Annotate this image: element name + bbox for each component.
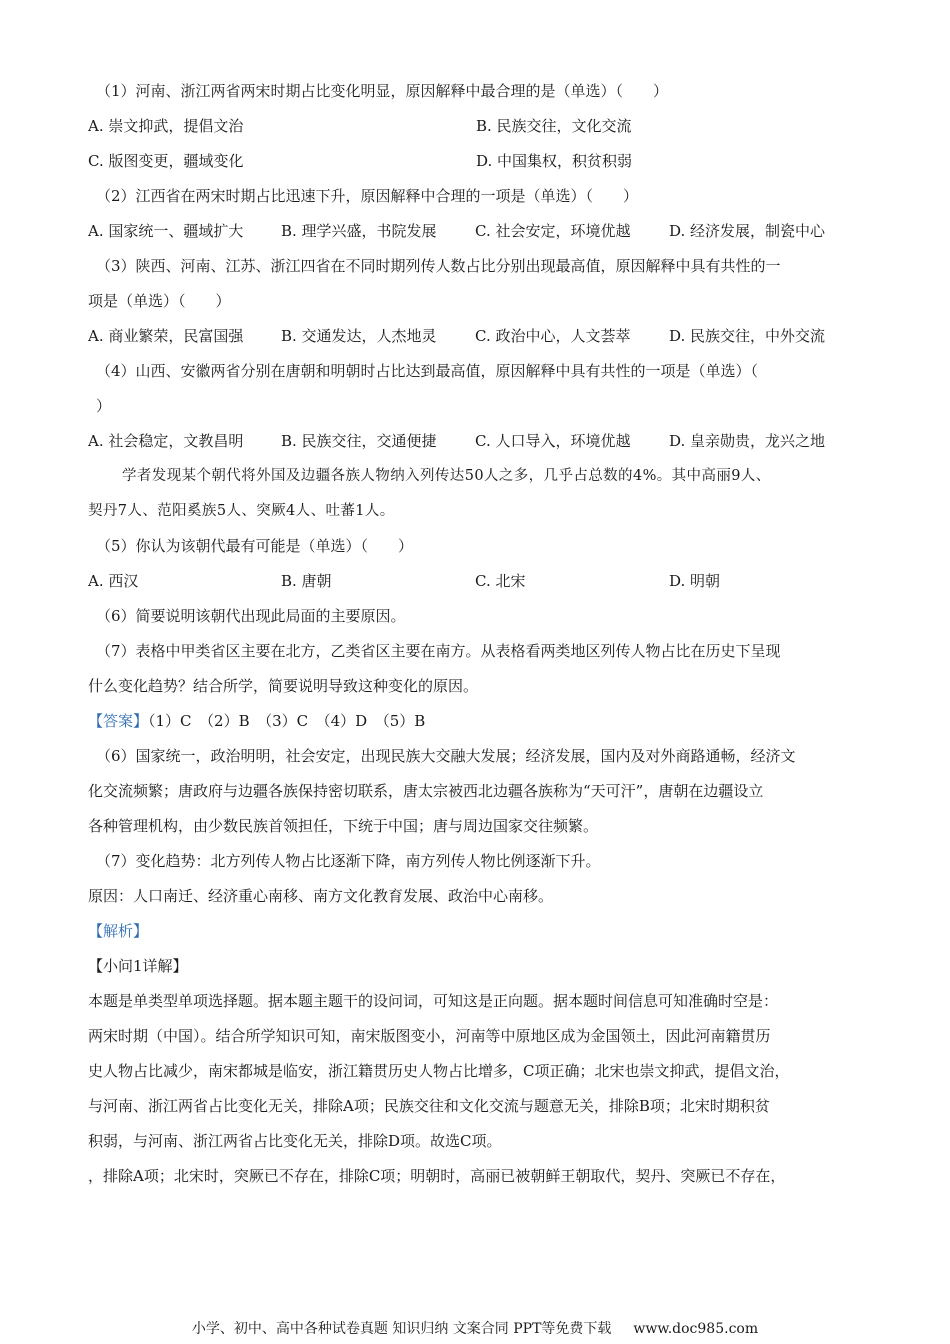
q3-stem-line2: 项是（单选）（ ） (88, 292, 231, 310)
q4-stem-line1: （4）山西、安徽两省分别在唐朝和明朝时占比达到最高值，原因解释中具有共性的一项是（单选）（ (96, 362, 759, 380)
q3-option-d: D. 民族交往，中外交流 (669, 327, 826, 345)
answer-tag: 【答案】 (88, 712, 149, 730)
q5-stem: （5）你认为该朝代最有可能是（单选）（ ） (96, 537, 414, 555)
q1-option-c: C. 版图变更，疆域变化 (88, 152, 244, 170)
q3-option-c: C. 政治中心，人文荟萃 (475, 327, 631, 345)
q4-options (88, 424, 864, 459)
q4-option-b: B. 民族交往，交通便捷 (281, 432, 437, 450)
analysis-p1-line2: 两宋时期（中国）。结合所学知识可知，南宋版图变小，河南等中原地区成为金国领土，因此河南籍贯历 (88, 1027, 771, 1045)
q5-option-c: C. 北宋 (475, 572, 526, 590)
q2-option-d: D. 经济发展，制瓷中心 (669, 222, 826, 240)
q3-option-a: A. 商业繁荣，民富国强 (88, 327, 244, 345)
footer-url[interactable]: www.doc985.com (633, 1321, 759, 1337)
analysis-p1-line1: 本题是单类型单项选择题。据本题主题干的设问词，可知这是正向题。据本题时间信息可知准确时空是： (88, 992, 779, 1010)
q1-option-a: A. 崇文抑武，提倡文治 (88, 117, 244, 135)
q4-option-c: C. 人口导入，环境优越 (475, 432, 631, 450)
q1-stem: （1）河南、浙江两省两宋时期占比变化明显，原因解释中最合理的是（单选）（ ） (96, 82, 669, 100)
q7-stem-line2: 什么变化趋势？结合所学，简要说明导致这种变化的原因。 (88, 677, 479, 695)
answer-choices: （1）C （2）B （3）C （4）D （5）B (148, 712, 426, 730)
page-footer (0, 1318, 950, 1338)
q5-option-a: A. 西汉 (88, 572, 139, 590)
q4-option-a: A. 社会稳定，文教昌明 (88, 432, 244, 450)
analysis-tag: 【解析】 (88, 922, 149, 940)
footer-text: 小学、初中、高中各种试卷真题 知识归纳 文案合同 PPT等免费下载 (191, 1321, 612, 1337)
analysis-p1-line5: 积弱，与河南、浙江两省占比变化无关，排除D项。故选C项。 (88, 1132, 502, 1150)
q4-stem-line2: ） (96, 397, 112, 415)
document-body (88, 74, 864, 1194)
q5-option-b: B. 唐朝 (281, 572, 332, 590)
answer-7-reason: 原因：人口南迁、经济重心南移、南方文化教育发展、政治中心南移。 (88, 887, 554, 905)
answer-6-line1: （6）国家统一，政治明明，社会安定，出现民族大交融大发展；经济发展，国内及对外商路通畅，经济文 (96, 747, 796, 765)
answer-6-line2: 化交流频繁；唐政府与边疆各族保持密切联系，唐太宗被西北边疆各族称为“天可汗”，唐朝在边疆设立 (88, 782, 764, 800)
q2-options (88, 214, 864, 249)
q6-stem: （6）简要说明该朝代出现此局面的主要原因。 (96, 607, 406, 625)
q1-option-b: B. 民族交往，文化交流 (476, 117, 632, 135)
q7-stem-line1: （7）表格中甲类省区主要在北方，乙类省区主要在南方。从表格看两类地区列传人物占比在历史下呈现 (96, 642, 781, 660)
q2-option-c: C. 社会安定，环境优越 (475, 222, 631, 240)
analysis-subquestion-tag: 【小问1详解】 (88, 957, 188, 975)
material-line2: 契丹7人、范阳奚族5人、突厥4人、吐蕃1人。 (88, 503, 395, 519)
q2-option-b: B. 理学兴盛，书院发展 (281, 222, 437, 240)
material-line1: 学者发现某个朝代将外国及边疆各族人物纳入列传达50人之多，几乎占总数的4%。其中高丽9人、 (122, 468, 771, 484)
q3-option-b: B. 交通发达，人杰地灵 (281, 327, 437, 345)
q1-options-row2 (88, 144, 864, 179)
analysis-p2-line1: ，排除A项；北宋时，突厥已不存在，排除C项；明朝时，高丽已被朝鲜王朝取代，契丹、突厥已不存在， (88, 1167, 786, 1185)
q1-option-d: D. 中国集权，积贫积弱 (476, 152, 633, 170)
q2-stem: （2）江西省在两宋时期占比迅速下升，原因解释中合理的一项是（单选）（ ） (96, 187, 639, 205)
answer-7-trend: （7）变化趋势：北方列传人物占比逐渐下降，南方列传人物比例逐渐下升。 (96, 852, 601, 870)
q4-option-d: D. 皇亲勋贵，龙兴之地 (669, 432, 826, 450)
q3-options (88, 319, 864, 354)
q5-option-d: D. 明朝 (669, 572, 721, 590)
q1-options-row1 (88, 109, 864, 144)
analysis-p1-line4: 与河南、浙江两省占比变化无关，排除A项；民族交往和文化交流与题意无关，排除B项；北宋时期积贫 (88, 1097, 770, 1115)
q3-stem-line1: （3）陕西、河南、江苏、浙江四省在不同时期列传人数占比分别出现最高值，原因解释中具有共性的一 (96, 257, 781, 275)
answer-6-line3: 各种管理机构，由少数民族首领担任，下统于中国；唐与周边国家交往频繁。 (88, 817, 599, 835)
q5-options (88, 564, 864, 599)
q2-option-a: A. 国家统一、疆域扩大 (88, 222, 244, 240)
answer-choices-line (88, 704, 864, 739)
analysis-p1-line3: 史人物占比减少，南宋都城是临安，浙江籍贯历史人物占比增多，C项正确；北宋也崇文抑武，提倡文治， (88, 1062, 790, 1080)
